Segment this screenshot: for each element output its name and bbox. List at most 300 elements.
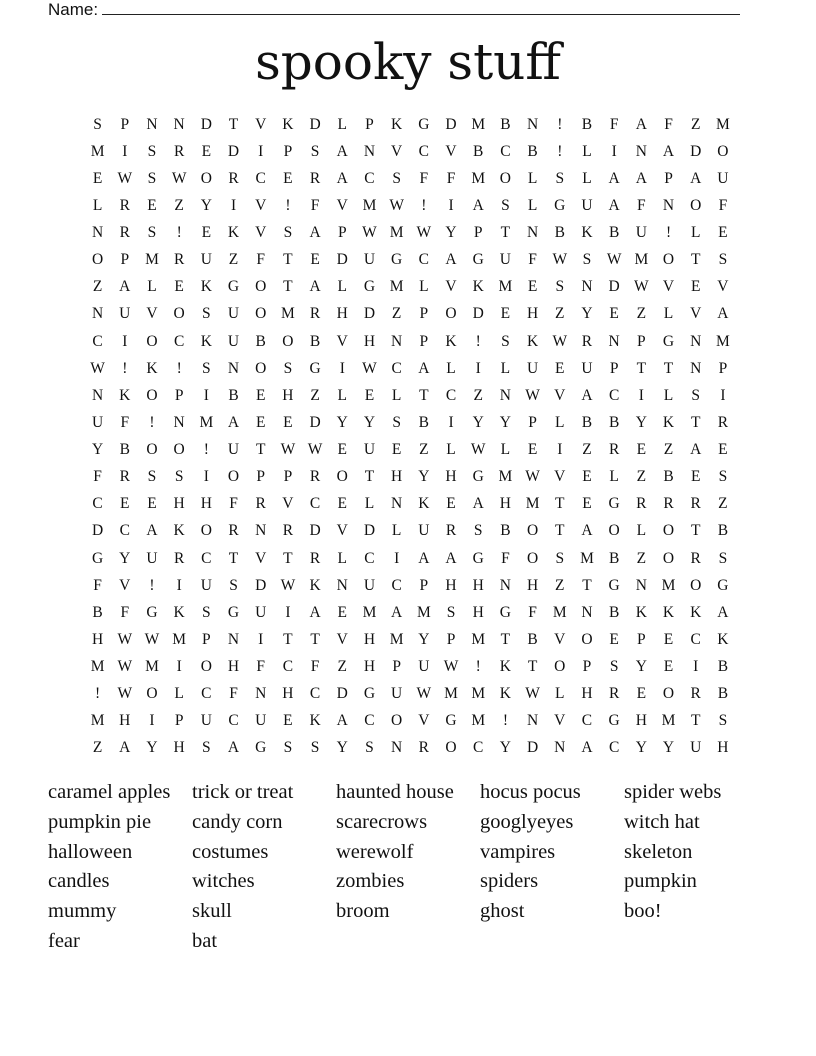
grid-cell: Y	[662, 739, 675, 757]
grid-cell: I	[122, 142, 128, 160]
grid-cell: R	[581, 332, 593, 350]
grid-cell: V	[336, 332, 348, 350]
grid-cell: A	[717, 305, 729, 323]
grid-cell: C	[418, 251, 430, 269]
grid-cell: C	[119, 522, 130, 540]
word-list-item: spider webs	[624, 781, 722, 803]
grid-cell: K	[309, 712, 321, 730]
grid-cell: U	[91, 413, 104, 431]
grid-cell: A	[608, 196, 620, 214]
grid-cell: Y	[418, 468, 430, 486]
grid-cell: O	[554, 658, 566, 676]
grid-cell: O	[608, 522, 620, 540]
grid-cell: C	[391, 359, 402, 377]
grid-cell: L	[147, 278, 157, 296]
grid-cell: O	[445, 739, 457, 757]
grid-cell: N	[581, 603, 593, 621]
grid-cell: P	[528, 413, 537, 431]
grid-cell: S	[691, 386, 701, 404]
grid-cell: Y	[200, 196, 212, 214]
grid-cell: L	[500, 441, 511, 459]
grid-cell: A	[717, 603, 729, 621]
grid-cell: G	[717, 576, 729, 594]
word-list-item: costumes	[192, 840, 269, 863]
grid-cell: K	[472, 278, 484, 296]
grid-cell: A	[608, 169, 620, 187]
grid-cell: A	[309, 224, 321, 242]
grid-cell: O	[581, 630, 593, 648]
word-list-item: ghost	[480, 900, 525, 923]
grid-cell: Z	[419, 441, 429, 459]
grid-cell: G	[309, 359, 321, 377]
grid-cell: M	[281, 305, 295, 323]
grid-cell: C	[228, 712, 239, 730]
grid-cell: E	[337, 603, 348, 621]
grid-cell: H	[445, 468, 457, 486]
grid-cell: V	[119, 576, 131, 594]
grid-cell: C	[608, 386, 620, 404]
grid-cell: G	[91, 549, 104, 567]
grid-cell: U	[581, 359, 593, 377]
grid-cell: F	[419, 169, 429, 187]
grid-cell: M	[471, 115, 486, 133]
grid-cell: O	[200, 658, 212, 676]
grid-cell: A	[418, 359, 430, 377]
grid-cell: A	[309, 603, 321, 621]
grid-cell: M	[90, 658, 105, 676]
grid-cell: D	[336, 251, 348, 269]
grid-cell: E	[337, 495, 348, 513]
grid-cell: E	[582, 495, 592, 513]
grid-cell: S	[202, 603, 211, 621]
grid-cell: O	[146, 685, 158, 703]
grid-cell: T	[364, 468, 375, 486]
grid-cell: R	[690, 685, 701, 703]
grid-cell: B	[92, 603, 103, 621]
grid-cell: L	[364, 495, 375, 513]
grid-cell: V	[554, 630, 566, 648]
grid-cell: G	[608, 495, 620, 513]
grid-cell: !	[502, 712, 508, 730]
grid-cell: M	[362, 603, 377, 621]
word-list-item: mummy	[48, 900, 117, 923]
grid-cell: K	[690, 603, 702, 621]
grid-cell: V	[662, 278, 675, 296]
grid-cell: Y	[363, 413, 376, 431]
grid-cell: O	[200, 522, 212, 540]
grid-cell: M	[716, 332, 730, 350]
grid-cell: H	[173, 739, 185, 757]
grid-cell: O	[146, 441, 158, 459]
grid-cell: T	[255, 441, 266, 459]
grid-cell: U	[227, 441, 240, 459]
grid-cell: W	[525, 386, 540, 404]
grid-cell: N	[499, 386, 511, 404]
grid-cell: I	[448, 413, 454, 431]
grid-cell: R	[309, 549, 321, 567]
grid-cell: D	[363, 522, 376, 540]
grid-cell: M	[145, 658, 159, 676]
grid-cell: C	[608, 739, 620, 757]
grid-cell: B	[527, 630, 538, 648]
grid-cell: E	[283, 413, 293, 431]
grid-cell: L	[636, 522, 647, 540]
grid-cell: O	[526, 549, 539, 567]
grid-cell: N	[526, 712, 539, 730]
grid-cell: P	[283, 468, 293, 486]
grid-cell: S	[555, 169, 565, 187]
grid-cell: D	[227, 142, 240, 160]
grid-cell: L	[446, 359, 456, 377]
grid-cell: K	[635, 603, 647, 621]
grid-cell: L	[174, 685, 184, 703]
grid-cell: B	[581, 413, 593, 431]
grid-cell: B	[309, 332, 321, 350]
grid-cell: W	[389, 196, 404, 214]
grid-cell: T	[527, 658, 538, 676]
grid-cell: O	[662, 251, 675, 269]
grid-cell: A	[119, 739, 131, 757]
grid-cell: T	[419, 386, 429, 404]
grid-cell: A	[472, 196, 484, 214]
grid-cell: F	[256, 251, 266, 269]
grid-cell: W	[525, 468, 540, 486]
grid-cell: D	[200, 115, 212, 133]
grid-cell: E	[609, 630, 619, 648]
grid-cell: V	[146, 305, 158, 323]
grid-cell: R	[663, 495, 674, 513]
grid-cell: R	[636, 495, 647, 513]
grid-cell: W	[362, 224, 377, 242]
grid-cell: N	[91, 305, 104, 323]
grid-cell: P	[120, 115, 130, 133]
grid-cell: !	[557, 115, 563, 133]
grid-cell: F	[229, 495, 238, 513]
grid-cell: H	[363, 332, 376, 350]
grid-cell: I	[258, 630, 264, 648]
grid-cell: S	[501, 196, 510, 214]
grid-cell: D	[363, 305, 376, 323]
grid-cell: W	[280, 576, 296, 594]
grid-cell: A	[119, 278, 131, 296]
grid-cell: K	[227, 224, 240, 242]
grid-cell: S	[202, 739, 211, 757]
grid-cell: D	[445, 115, 457, 133]
grid-cell: L	[555, 685, 565, 703]
grid-cell: C	[92, 332, 103, 350]
grid-cell: Z	[636, 549, 647, 567]
grid-cell: R	[309, 305, 321, 323]
grid-cell: C	[282, 658, 294, 676]
grid-cell: !	[149, 413, 155, 431]
grid-cell: H	[581, 685, 593, 703]
grid-cell: I	[448, 196, 454, 214]
grid-cell: Y	[445, 224, 457, 242]
grid-cell: S	[174, 468, 184, 486]
grid-cell: O	[662, 685, 675, 703]
grid-cell: G	[472, 549, 484, 567]
grid-cell: U	[200, 576, 212, 594]
grid-cell: L	[337, 386, 348, 404]
grid-cell: H	[227, 658, 240, 676]
grid-cell: R	[608, 685, 620, 703]
grid-cell: W	[552, 251, 568, 269]
grid-cell: A	[336, 142, 348, 160]
grid-cell: T	[582, 576, 592, 594]
grid-cell: I	[230, 196, 237, 214]
grid-cell: S	[718, 712, 728, 730]
grid-cell: R	[119, 196, 130, 214]
grid-cell: S	[555, 549, 565, 567]
grid-cell: E	[283, 712, 293, 730]
grid-cell: H	[119, 712, 131, 730]
grid-cell: R	[173, 549, 185, 567]
grid-cell: O	[173, 441, 185, 459]
grid-cell: O	[690, 576, 702, 594]
grid-cell: L	[582, 169, 592, 187]
grid-cell: O	[146, 386, 158, 404]
grid-cell: N	[255, 522, 267, 540]
grid-cell: K	[526, 332, 539, 350]
grid-cell: C	[173, 332, 185, 350]
grid-cell: T	[500, 224, 511, 242]
grid-cell: T	[690, 522, 701, 540]
grid-cell: B	[608, 603, 620, 621]
grid-cell: K	[282, 115, 294, 133]
word-list-item: candy corn	[192, 810, 283, 833]
word-list-item: pumpkin	[624, 870, 697, 893]
grid-cell: T	[283, 251, 293, 269]
grid-cell: M	[498, 468, 513, 486]
word-list-item: hocus pocus	[480, 781, 581, 803]
grid-cell: N	[173, 413, 185, 431]
grid-cell: D	[526, 739, 539, 757]
grid-cell: S	[718, 468, 728, 486]
grid-cell: F	[528, 603, 537, 621]
grid-cell: P	[473, 224, 483, 242]
grid-cell: O	[255, 278, 267, 296]
grid-cell: V	[255, 224, 267, 242]
grid-cell: E	[527, 441, 538, 459]
grid-cell: L	[663, 305, 674, 323]
grid-cell: Y	[119, 549, 131, 567]
grid-cell: K	[662, 603, 675, 621]
grid-cell: W	[525, 685, 540, 703]
grid-cell: U	[363, 576, 376, 594]
grid-cell: L	[527, 196, 538, 214]
grid-cell: K	[173, 603, 185, 621]
grid-cell: I	[557, 441, 563, 459]
grid-cell: C	[473, 739, 484, 757]
page-title: spooky stuff	[255, 33, 561, 91]
grid-cell: T	[690, 413, 701, 431]
grid-cell: U	[255, 603, 267, 621]
grid-cell: Y	[499, 739, 511, 757]
grid-cell: T	[555, 495, 565, 513]
grid-cell: E	[718, 224, 728, 242]
grid-cell: P	[718, 359, 728, 377]
grid-cell: I	[203, 468, 209, 486]
grid-cell: C	[581, 712, 593, 730]
grid-cell: K	[717, 630, 729, 648]
word-list-item: fear	[48, 929, 80, 952]
grid-cell: G	[445, 712, 457, 730]
grid-cell: L	[609, 468, 619, 486]
grid-cell: M	[471, 169, 486, 187]
grid-cell: F	[310, 196, 320, 214]
word-list-item: spiders	[480, 870, 539, 893]
grid-cell: R	[173, 142, 185, 160]
grid-cell: H	[472, 603, 484, 621]
grid-cell: L	[446, 441, 456, 459]
grid-cell: U	[635, 224, 647, 242]
grid-cell: E	[255, 413, 266, 431]
grid-cell: Y	[472, 413, 484, 431]
grid-cell: S	[310, 739, 320, 757]
grid-cell: B	[608, 413, 620, 431]
grid-cell: O	[227, 468, 240, 486]
grid-cell: H	[391, 468, 403, 486]
grid-cell: E	[201, 142, 212, 160]
grid-cell: W	[117, 169, 133, 187]
grid-cell: D	[336, 685, 348, 703]
grid-cell: E	[147, 495, 157, 513]
grid-cell: S	[283, 359, 293, 377]
grid-cell: C	[364, 712, 375, 730]
grid-cell: M	[416, 603, 431, 621]
grid-cell: Z	[663, 441, 674, 459]
letter-grid	[84, 111, 737, 762]
grid-cell: V	[418, 712, 430, 730]
grid-cell: E	[446, 495, 456, 513]
grid-cell: S	[147, 169, 157, 187]
grid-cell: M	[498, 278, 513, 296]
grid-cell: L	[555, 413, 565, 431]
grid-cell: O	[200, 169, 212, 187]
grid-cell: W	[307, 441, 323, 459]
grid-cell: T	[310, 630, 320, 648]
grid-cell: Z	[636, 468, 647, 486]
grid-cell: N	[391, 495, 403, 513]
word-list-item: googlyeyes	[480, 810, 574, 833]
grid-cell: G	[418, 115, 430, 133]
grid-cell: S	[718, 251, 728, 269]
word-list-item: boo!	[624, 900, 662, 923]
grid-cell: V	[336, 522, 348, 540]
grid-cell: W	[117, 630, 133, 648]
grid-cell: E	[690, 278, 701, 296]
name-underline	[102, 0, 740, 15]
grid-cell: D	[255, 576, 267, 594]
grid-cell: M	[199, 413, 214, 431]
grid-cell: M	[580, 549, 594, 567]
grid-cell: A	[418, 549, 430, 567]
grid-cell: O	[91, 251, 104, 269]
grid-cell: T	[228, 549, 239, 567]
grid-cell: U	[391, 685, 403, 703]
grid-cell: L	[500, 359, 511, 377]
grid-cell: Z	[92, 278, 103, 296]
grid-cell: F	[120, 603, 130, 621]
grid-cell: O	[526, 522, 539, 540]
grid-cell: U	[690, 739, 702, 757]
grid-cell: !	[95, 685, 101, 703]
grid-cell: B	[581, 115, 593, 133]
grid-cell: K	[119, 386, 131, 404]
name-label: Name:	[48, 0, 99, 19]
grid-cell: F	[256, 658, 266, 676]
grid-cell: U	[119, 305, 131, 323]
grid-cell: M	[172, 630, 187, 648]
grid-cell: I	[122, 332, 128, 350]
grid-cell: A	[690, 169, 702, 187]
grid-cell: K	[445, 332, 457, 350]
grid-cell: P	[637, 630, 646, 648]
grid-cell: W	[117, 685, 133, 703]
grid-cell: U	[227, 332, 240, 350]
grid-cell: V	[554, 386, 566, 404]
grid-cell: E	[310, 251, 320, 269]
grid-cell: U	[200, 251, 212, 269]
grid-cell: H	[526, 305, 539, 323]
grid-cell: P	[446, 630, 456, 648]
grid-cell: Y	[581, 305, 593, 323]
grid-cell: !	[421, 196, 427, 214]
grid-cell: H	[499, 495, 511, 513]
grid-cell: N	[581, 278, 593, 296]
grid-cell: C	[201, 549, 212, 567]
grid-cell: T	[663, 359, 674, 377]
grid-cell: V	[554, 468, 566, 486]
grid-cell: V	[445, 142, 457, 160]
grid-cell: N	[336, 576, 348, 594]
grid-cell: G	[227, 278, 240, 296]
grid-cell: P	[419, 576, 429, 594]
grid-cell: K	[309, 576, 321, 594]
grid-cell: P	[120, 251, 130, 269]
grid-cell: T	[500, 630, 511, 648]
grid-cell: N	[635, 142, 647, 160]
grid-cell: C	[445, 386, 457, 404]
grid-cell: W	[416, 224, 432, 242]
grid-cell: A	[391, 603, 403, 621]
grid-cell: T	[636, 359, 647, 377]
grid-cell: K	[391, 115, 403, 133]
grid-cell: Z	[391, 305, 402, 323]
grid-cell: M	[471, 712, 486, 730]
grid-cell: L	[337, 278, 348, 296]
grid-cell: !	[285, 196, 291, 214]
grid-cell: P	[664, 169, 673, 187]
grid-cell: S	[501, 332, 510, 350]
word-list-item: haunted house	[336, 781, 454, 803]
grid-cell: S	[392, 413, 401, 431]
grid-cell: C	[418, 142, 430, 160]
grid-cell: V	[554, 712, 566, 730]
grid-cell: P	[419, 305, 429, 323]
grid-cell: P	[582, 658, 592, 676]
grid-cell: !	[176, 224, 182, 242]
grid-cell: F	[93, 468, 102, 486]
grid-cell: O	[336, 468, 348, 486]
grid-cell: V	[391, 142, 403, 160]
grid-cell: C	[201, 685, 212, 703]
grid-cell: B	[500, 522, 511, 540]
grid-cell: R	[608, 441, 620, 459]
grid-cell: A	[445, 549, 457, 567]
grid-cell: E	[391, 441, 402, 459]
grid-cell: L	[391, 522, 402, 540]
